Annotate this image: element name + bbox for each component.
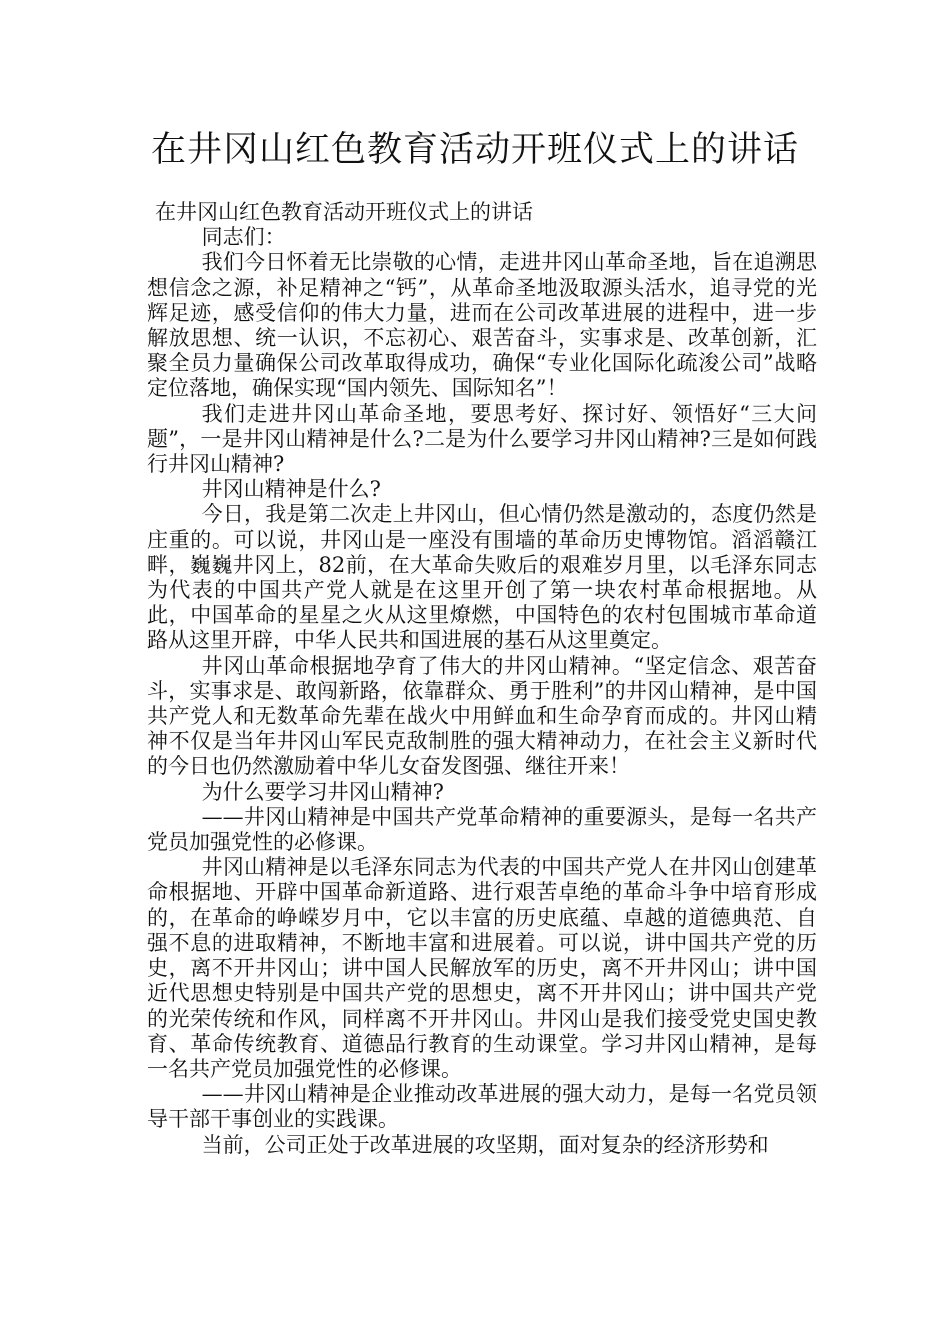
paragraph: 今日，我是第二次走上井冈山，但心情仍然是激动的，态度仍然是庄重的。可以说，井冈山是一座没有围墙的革命历史博物馆。滔滔赣江畔，巍巍井冈上，82前，在大革命失败后的艰难岁月里，以毛泽东同志为代表的中国共产党人就是在这里开创了第一块农村革命根据地。从此，中国革命的星星之火从这里燎燃，中国特色的农村包围城市革命道路从这里开辟，中华人民共和国进展的基石从这里奠定。 xyxy=(147,502,817,653)
section-heading: 为什么要学习井冈山精神? xyxy=(201,779,444,804)
paragraph: 我们走进井冈山革命圣地，要思考好、探讨好、领悟好“三大问题”，一是井冈山精神是什么?二是为什么要学习井冈山精神?三是如何践行井冈山精神? xyxy=(147,401,817,477)
paragraph: ——井冈山精神是企业推动改革进展的强大动力，是每一名党员领导干部干事创业的实践课。 xyxy=(147,1082,817,1132)
paragraph: 井冈山革命根据地孕育了伟大的井冈山精神。“坚定信念、艰苦奋斗，实事求是、敢闯新路，依靠群众、勇于胜利”的井冈山精神，是中国共产党人和无数革命先辈在战火中用鲜血和生命孕育而成的。井冈山精神不仅是当年井冈山军民克敌制胜的强大精神动力，在社会主义新时代的今日也仍然激励着中华儿女奋发图强、继往开来！ xyxy=(147,653,817,779)
salutation: 同志们： xyxy=(201,225,286,250)
paragraph: ——井冈山精神是中国共产党革命精神的重要源头，是每一名共产党员加强党性的必修课。 xyxy=(147,804,817,855)
document-body xyxy=(147,200,817,1158)
paragraph: 井冈山精神是以毛泽东同志为代表的中国共产党人在井冈山创建革命根据地、开辟中国革命新道路、进行艰苦卓绝的革命斗争中培育形成的，在革命的峥嵘岁月中，它以丰富的历史底蕴、卓越的道德典范、自强不息的进取精神，不断地丰富和进展着。可以说，讲中国共产党的历史，离不开井冈山；讲中国人民解放军的历史，离不开井冈山；讲中国近代思想史特别是中国共产党的思想史，离不开井冈山；讲中国共产党的光荣传统和作风，同样离不开井冈山。井冈山是我们接受党史国史教育、革命传统教育、道德品行教育的生动课堂。学习井冈山精神，是每一名共产党员加强党性的必修课。 xyxy=(147,855,817,1081)
document-subtitle: 在井冈山红色教育活动开班仪式上的讲话 xyxy=(155,200,533,224)
paragraph: 我们今日怀着无比崇敬的心情，走进井冈山革命圣地，旨在追溯思想信念之源，补足精神之“钙”，从革命圣地汲取源头活水，追寻党的光辉足迹，感受信仰的伟大力量，进而在公司改革进展的进程中，进一步解放思想、统一认识，不忘初心、艰苦奋斗，实事求是、改革创新，汇聚全员力量确保公司改革取得成功，确保“专业化国际化疏浚公司”战略定位落地，确保实现“国内领先、国际知名”！ xyxy=(147,250,817,401)
document-title: 在井冈山红色教育活动开班仪式上的讲话 xyxy=(150,130,799,170)
section-heading: 井冈山精神是什么? xyxy=(201,477,381,502)
paragraph: 当前，公司正处于改革进展的攻坚期，面对复杂的经济形势和 xyxy=(201,1132,769,1157)
